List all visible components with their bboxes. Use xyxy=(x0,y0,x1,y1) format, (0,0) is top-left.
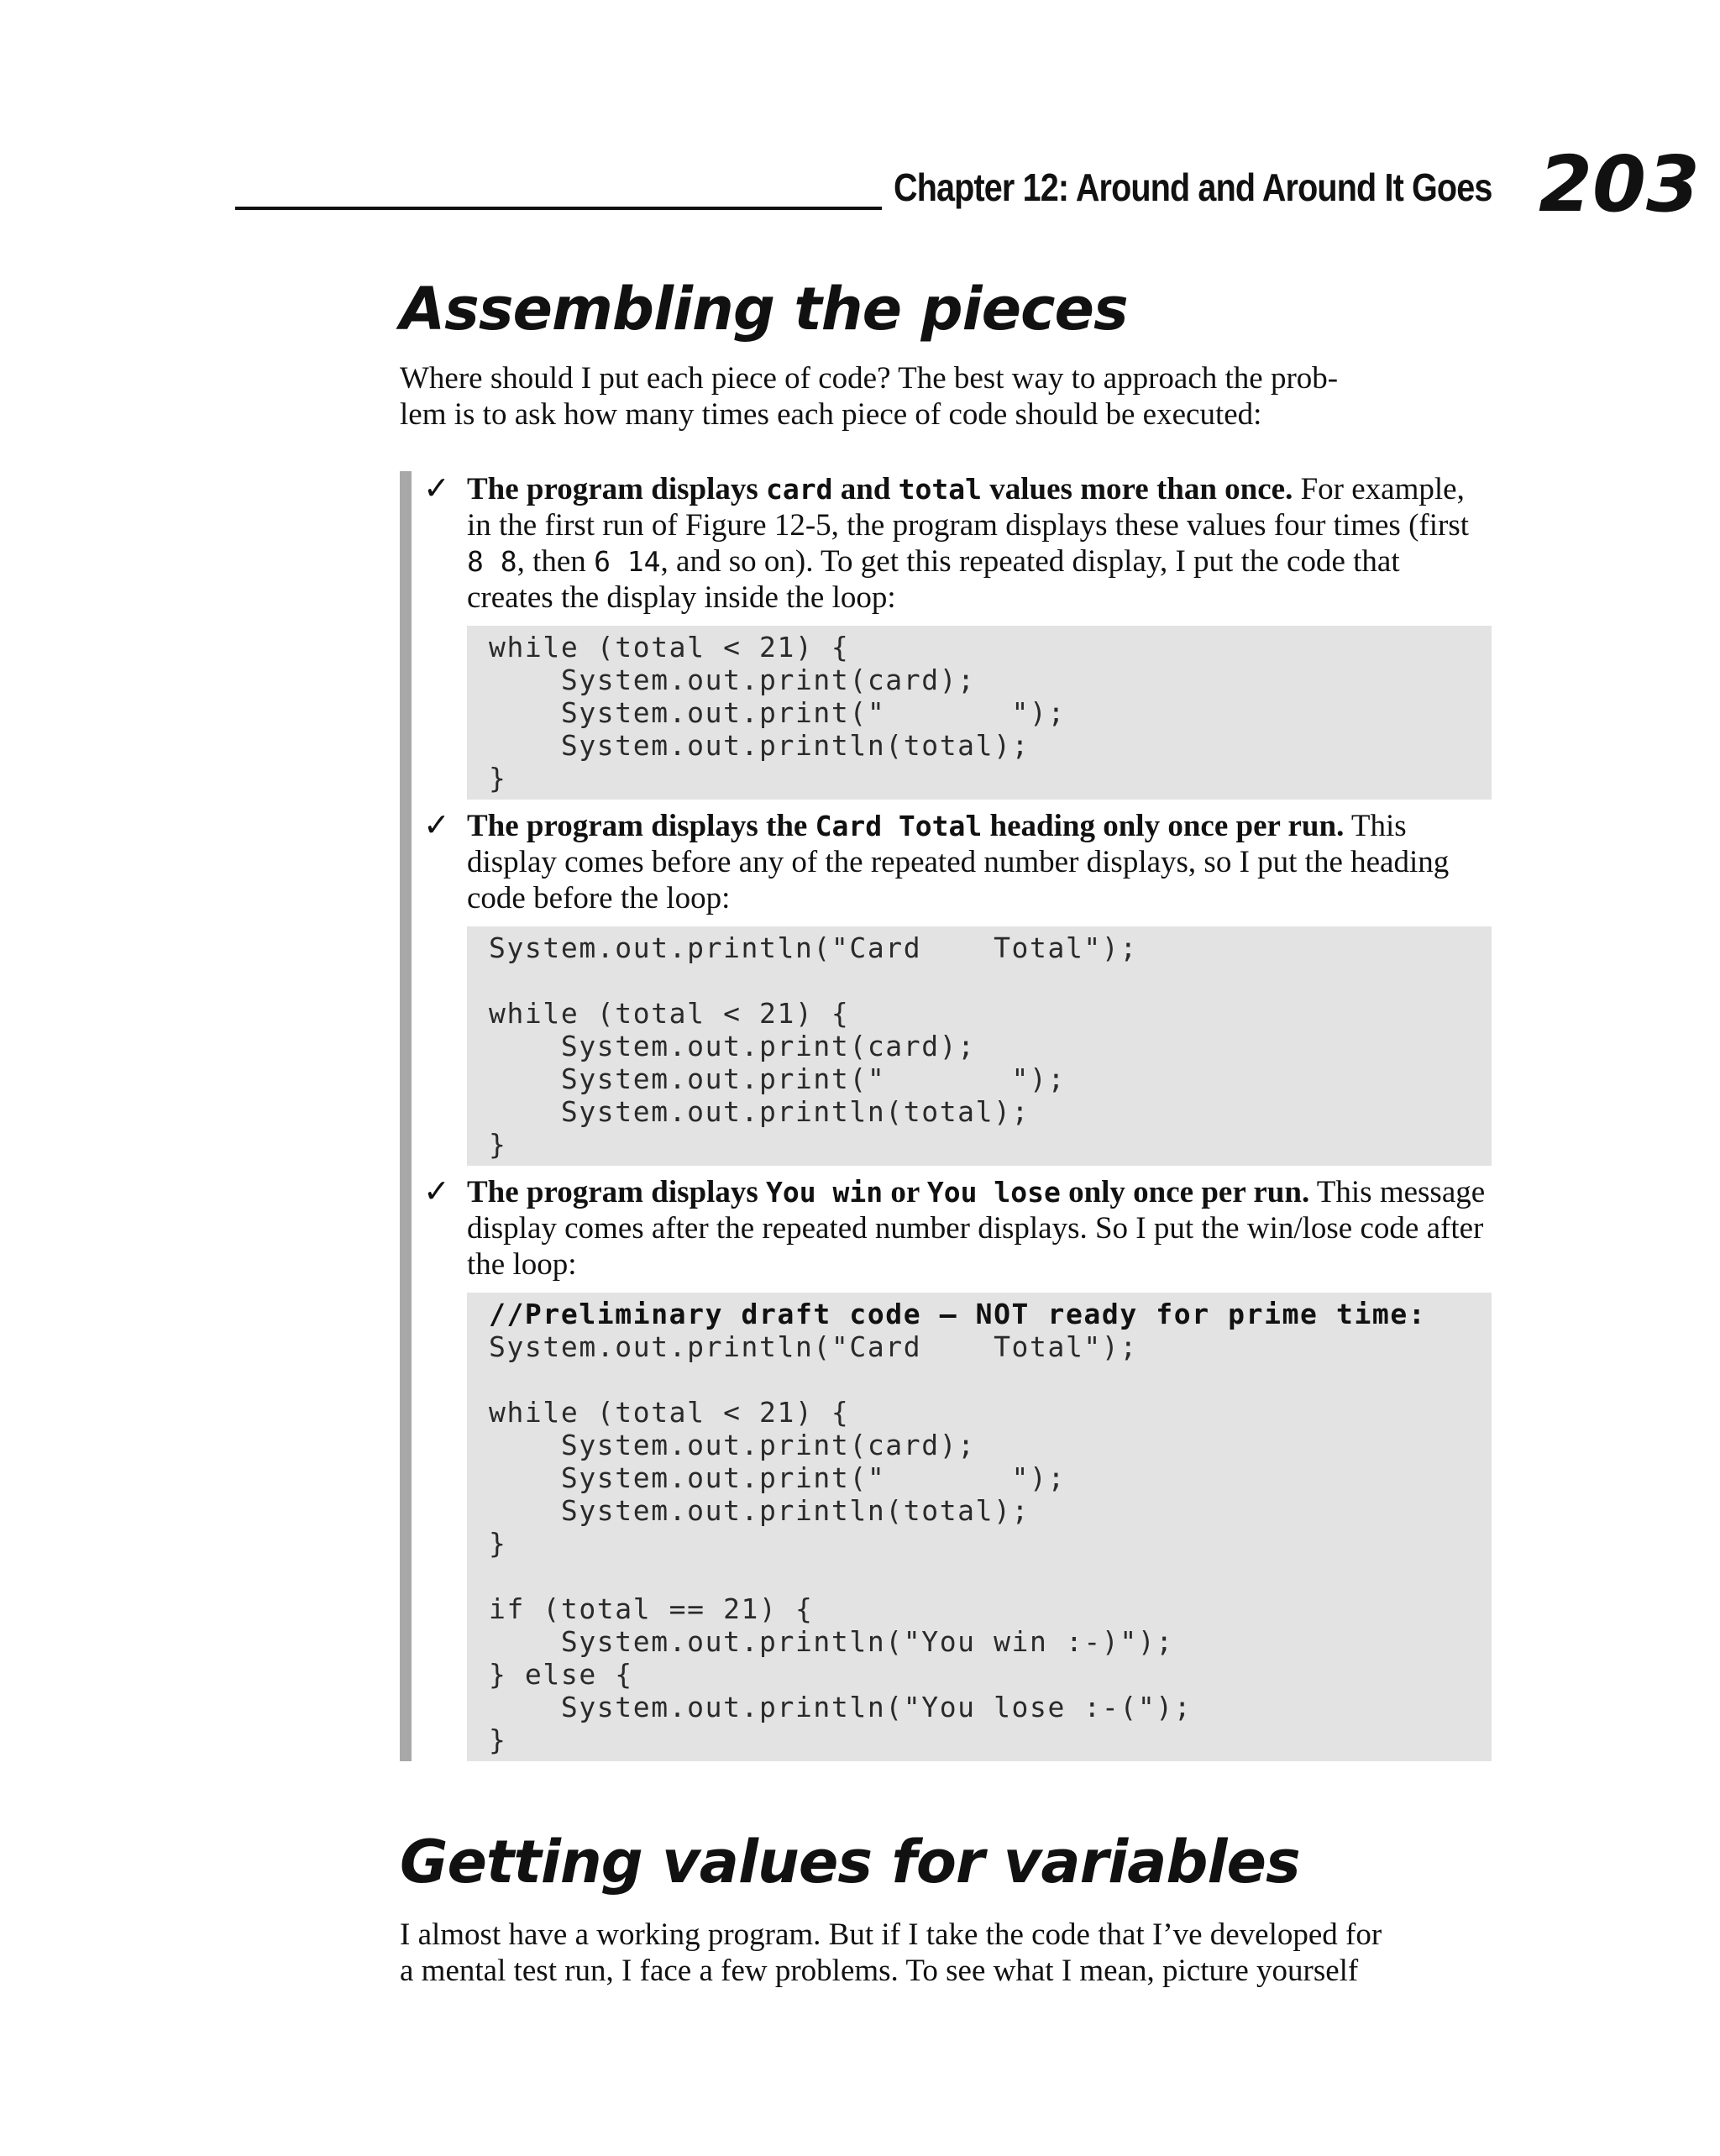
lead-text: The program displays the xyxy=(467,809,815,843)
checkmark-icon: ✓ xyxy=(423,1172,450,1209)
body-text: This message display comes after the repeated number displays. So I put the win/lose code after the loop: xyxy=(467,1175,1486,1282)
code-line: System.out.println("Card Total"); xyxy=(489,931,1138,964)
inline-code: 6 14 xyxy=(594,545,661,578)
code-line: System.out.print(card); xyxy=(489,664,976,696)
section-2-line-2: a mental test run, I face a few problems. To see what I mean, picture yourself xyxy=(400,1954,1359,1988)
bullet-lead xyxy=(467,1175,1309,1209)
page-number: 203 xyxy=(1539,139,1701,229)
code-line: System.out.println("Card Total"); xyxy=(489,1330,1138,1363)
sidebar-bar xyxy=(400,471,412,1761)
section-heading-getting-values: Getting values for variables xyxy=(400,1828,1300,1896)
inline-code: card xyxy=(766,473,833,506)
code-line: System.out.println(total); xyxy=(489,1095,1030,1128)
code-line: } xyxy=(489,1723,507,1756)
header-rule xyxy=(235,207,882,210)
body-text: , then xyxy=(517,544,595,579)
bullet-lead xyxy=(467,809,1344,843)
bullet-item-1 xyxy=(423,469,1492,800)
code-line: } else { xyxy=(489,1658,633,1691)
inline-code: You win xyxy=(766,1176,884,1209)
bullet-lead xyxy=(467,472,1293,506)
code-line: } xyxy=(489,1527,507,1560)
lead-text: The program displays xyxy=(467,472,767,506)
code-block-3 xyxy=(467,1293,1492,1761)
code-line: System.out.print(" "); xyxy=(489,1062,1066,1095)
code-line: System.out.print(" "); xyxy=(489,1461,1066,1494)
code-line: while (total < 21) { xyxy=(489,997,850,1030)
code-line: System.out.println("You lose :-("); xyxy=(489,1691,1193,1723)
bullet-item-2-text xyxy=(467,808,1492,916)
intro-line-1: Where should I put each piece of code? The best way to approach the prob- xyxy=(400,361,1339,396)
bullet-item-3-text xyxy=(467,1174,1492,1283)
code-line: } xyxy=(489,762,507,795)
running-header xyxy=(0,0,1720,252)
chapter-title: Chapter 12: Around and Around It Goes xyxy=(894,165,1492,209)
body-text: For example, in the first run of Figure 12-5, the program displays these values four times (first xyxy=(467,472,1469,543)
section-2 xyxy=(400,1830,1492,1989)
intro-line-2: lem is to ask how many times each piece of code should be executed: xyxy=(400,397,1262,432)
code-line xyxy=(489,1363,1470,1396)
lead-text: and xyxy=(832,472,899,506)
code-line: System.out.print(card); xyxy=(489,1429,976,1461)
code-line: System.out.print(" "); xyxy=(489,696,1066,729)
section-2-line-1: I almost have a working program. But if I take the code that I’ve developed for xyxy=(400,1917,1382,1952)
bullet-item-2 xyxy=(423,806,1492,1166)
page-content xyxy=(400,277,1492,1989)
code-line: System.out.print(card); xyxy=(489,1030,976,1062)
body-text: This display comes before any of the repeated number displays, so I put the heading code before the loop: xyxy=(467,809,1450,915)
intro-paragraph xyxy=(400,360,1492,433)
lead-text: The program displays xyxy=(467,1175,767,1209)
inline-code: 8 8 xyxy=(467,545,517,578)
bullet-list xyxy=(400,471,1492,1761)
code-line: System.out.println("You win :-)"); xyxy=(489,1625,1174,1658)
code-line: } xyxy=(489,1128,507,1161)
code-line: while (total < 21) { xyxy=(489,1396,850,1429)
code-line: if (total == 21) { xyxy=(489,1592,814,1625)
inline-code: You lose xyxy=(926,1176,1061,1209)
code-block-1 xyxy=(467,626,1492,800)
inline-code: Card Total xyxy=(815,810,983,842)
code-block-2 xyxy=(467,926,1492,1166)
lead-text: or xyxy=(883,1175,927,1209)
bullet-item-1-text xyxy=(467,471,1492,616)
body-text: , and so on). To get this repeated display, I put the code that creates the display inside the loop: xyxy=(467,544,1400,615)
section-2-paragraph xyxy=(400,1917,1492,1989)
inline-code: total xyxy=(898,473,983,506)
lead-text: only once per run. xyxy=(1060,1175,1310,1209)
code-comment-line: //Preliminary draft code – NOT ready for prime time: xyxy=(489,1298,1427,1330)
lead-text: values more than once. xyxy=(982,472,1293,506)
checkmark-icon: ✓ xyxy=(423,469,450,506)
checkmark-icon: ✓ xyxy=(423,806,450,843)
code-line xyxy=(489,964,1470,997)
bullet-item-3 xyxy=(423,1172,1492,1761)
code-line: while (total < 21) { xyxy=(489,631,850,664)
code-line: System.out.println(total); xyxy=(489,1494,1030,1527)
code-line: System.out.println(total); xyxy=(489,729,1030,762)
lead-text: heading only once per run. xyxy=(982,809,1345,843)
section-heading-assembling: Assembling the pieces xyxy=(400,275,1128,344)
code-line xyxy=(489,1560,1470,1592)
